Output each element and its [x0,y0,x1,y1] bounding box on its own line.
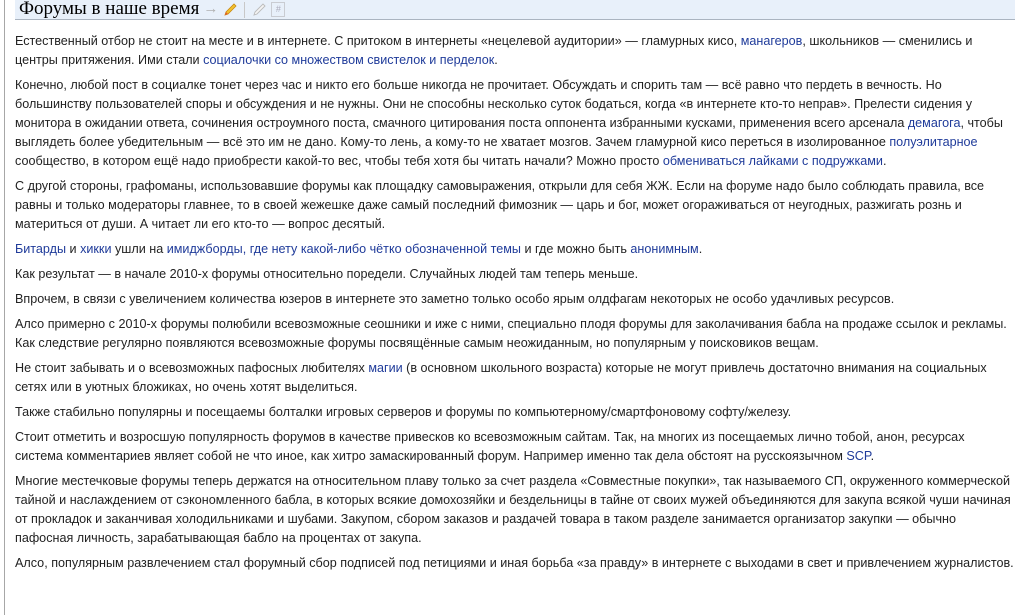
content-left-border [4,0,5,615]
paragraph [15,472,1015,548]
anchor-hash-icon[interactable] [271,2,285,17]
wiki-link[interactable]: имиджборды, где нету какой-либо чётко обозначенной темы [166,242,521,256]
paragraph-text: и [66,242,81,256]
paragraph-text: . [494,53,498,67]
paragraph [15,240,1015,259]
paragraph [15,177,1015,234]
paragraph-text: Стоит отметить и возросшую популярность форумов в качестве привесков ко всевозможным сайтам. Так, на многих из посещаемых лично тобой, анон, ресурсах система комментариев являет собой не что иное, как хитро замаскированный форум. Например именно так дела обстоят на русскоязычном [15,430,965,463]
toolbar-divider [244,2,245,18]
paragraph-text: Естественный отбор не стоит на месте и в интернете. С притоком в интернеты «нецелевой аудитории» — гламурных кисо, [15,34,741,48]
wiki-link[interactable]: полуэлитарное [889,135,978,149]
wiki-link[interactable]: хикки [80,242,112,256]
paragraph-text: сообщество, в котором ещё надо приобрести какой-то вес, чтобы тебя хотя бы читать начали? Можно просто [15,154,663,168]
paragraph [15,32,1015,70]
paragraph [15,76,1015,171]
wiki-link[interactable]: обмениваться лайками с подружками [662,154,883,168]
paragraph-text: Многие местечковые форумы теперь держатся на относительном плаву только за счет раздела «Совместные покупки», так называемого СП, окруженного коммерческой тайной и наслаждением от сэкономленного бабла, в которых всякие домохозяйки и бездельницы в тайне от своих мужей объединяются для закупа всякой чуши начиная от прокладок и заканчивая холодильниками и шубами. Закупом, сбором заказов и раздачей товара в таком разделе занимается организатор закупки — обычно пафосная личность, зарабатывающая бабло на процентах от закупа. [15,474,1011,545]
paragraph [15,428,1015,466]
article-content [15,0,1015,579]
paragraph-text: . [698,242,703,256]
paragraph-text: и где можно быть [520,242,631,256]
paragraph-text: Алсо, популярным развлечением стал форумный сбор подписей под петициями и иная борьба «за правду» в интернете с выходами в свет и привлечением журналистов. [15,556,1014,570]
paragraph [15,359,1015,397]
edit-pencil-faded-icon[interactable] [251,2,267,18]
wiki-link[interactable]: анонимным [630,242,699,256]
arrow-icon: → [203,0,219,17]
paragraph-text: Как результат — в начале 2010-х форумы относительно поредели. Случайных людей там теперь меньше. [15,267,639,281]
paragraph-text: Конечно, любой пост в социалке тонет через час и никто его больше никогда не прочитает. Обсуждать и спорить там — всё равно что пердеть в вечность. Но большинству пользователей споры и обсуждения и не нужны. Они не способны несколько суток бодаться, когда «в интернете кто-то неправ». Прелести сидения у монитора в ожидании ответа, сочинения остроумного поста, смачного цитирования поста оппонента избранными кусками, применения всего арсенала [15,78,973,130]
paragraph [15,315,1015,353]
paragraph-text: , школьников — сменились и центры притяжения. Ими стали [15,34,973,67]
hash-label: # [275,4,281,14]
paragraph [15,265,1015,284]
wiki-link[interactable]: SCP [846,449,871,463]
article-body [15,20,1015,573]
section-heading [15,0,1015,20]
wiki-link[interactable]: Битарды [15,242,67,256]
paragraph-text: . [882,154,887,168]
paragraph-text: Впрочем, в связи с увеличением количества юзеров в интернете это заметно только особо ярым олдфагам некоторых не особо удачливых ресурсов. [15,292,895,306]
paragraph-text: . [870,449,875,463]
paragraph [15,290,1015,309]
paragraph [15,403,1015,422]
wiki-link[interactable]: демагога [907,116,961,130]
paragraph [15,554,1015,573]
paragraph-text: Не стоит забывать и о всевозможных пафосных любителях [15,361,369,375]
wiki-link[interactable]: манагеров [740,34,803,48]
wiki-link[interactable]: магии [368,361,403,375]
paragraph-text: Алсо примерно с 2010-х форумы полюбили всевозможные сеошники и иже с ними, специально плодя форумы для заколачивания бабла на продаже ссылок и рекламы. Как следствие регулярно появляются всевозможные форумы посвящённые самым неожиданным, но популярным у поисковиков вещам. [15,317,1007,350]
paragraph-text: , чтобы выглядеть более убедительным — всё это им не дано. Кому-то лень, а кому-то не хватает мозгов. Зачем гламурной кисо переться в изолированное [15,116,1003,149]
section-title: Форумы в наше время [19,0,200,19]
paragraph-text: (в основном школьного возраста) которые не могут привлечь достаточно внимания на социальных сетях или в уютных бложиках, но очень хотят выделиться. [15,361,987,394]
paragraph-text: Также стабильно популярны и посещаемы болталки игровых серверов и форумы по компьютерному/смартфоновому софту/железу. [15,405,792,419]
paragraph-text: ушли на [111,242,167,256]
paragraph-text: С другой стороны, графоманы, использовавшие форумы как площадку самовыражения, открыли для себя ЖЖ. Если на форуме надо было соблюдать правила, все равны и только модераторы главнее, то в своей жежешке даже самый последний фимозник — царь и бог, может огораживаться от неугодных, разжигать рознь и материться от души. А читает ли его кто-то — вопрос десятый. [15,179,985,231]
pencil-icon[interactable] [222,2,238,18]
wiki-link[interactable]: социалочки со множеством свистелок и перделок [203,53,495,67]
